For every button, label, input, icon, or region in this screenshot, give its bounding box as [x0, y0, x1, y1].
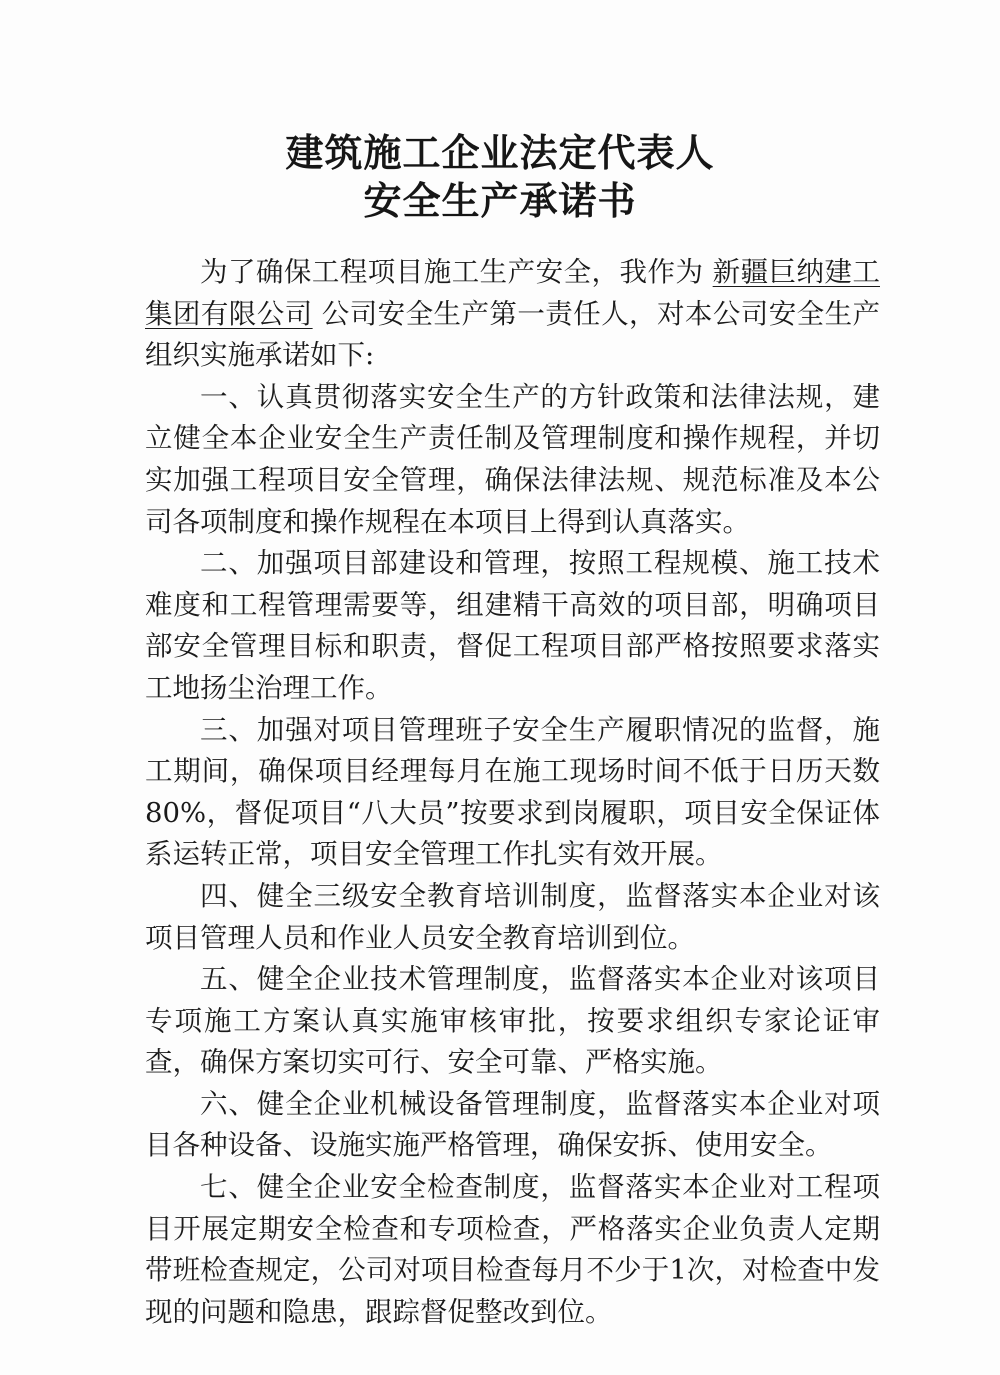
document-title-line2: 安全生产承诺书	[363, 178, 637, 223]
clause-6: 六、健全企业机械设备管理制度，监督落实本企业对项目各种设备、设施实施严格管理，确保安拆、使用安全。	[145, 1087, 880, 1162]
document-body	[145, 252, 880, 1333]
intro-text-before: 为了确保工程项目施工生产安全，我作为	[200, 256, 704, 288]
clause-4: 四、健全三级安全教育培训制度，监督落实本企业对该项目管理人员和作业人员安全教育培训到位。	[145, 879, 880, 954]
company-name-field: 新疆巨纳建工集团有限公司	[145, 256, 880, 330]
clause-5: 五、健全企业技术管理制度，监督落实本企业对该项目专项施工方案认真实施审核审批，按要求组织专家论证审查，确保方案切实可行、安全可靠、严格实施。	[145, 963, 880, 1079]
document-title-line1: 建筑施工企业法定代表人	[285, 130, 715, 175]
clause-3: 三、加强对项目管理班子安全生产履职情况的监督，施工期间，确保项目经理每月在施工现场时间不低于日历天数80%，督促项目“八大员”按要求到岗履职，项目安全保证体系运转正常，项目安全管理工作扎实有效开展。	[145, 713, 880, 871]
intro-paragraph	[145, 252, 880, 377]
clause-1: 一、认真贯彻落实安全生产的方针政策和法律法规，建立健全本企业安全生产责任制及管理制度和操作规程，并切实加强工程项目安全管理，确保法律法规、规范标准及本公司各项制度和操作规程在本项目上得到认真落实。	[145, 380, 880, 538]
intro-text-after: 公司安全生产第一责任人，对本公司安全生产组织实施承诺如下:	[145, 297, 881, 372]
clause-7: 七、健全企业安全检查制度，监督落实本企业对工程项目开展定期安全检查和专项检查，严格落实企业负责人定期带班检查规定，公司对项目检查每月不少于1次，对检查中发现的问题和隐患，跟踪督促整改到位。	[145, 1171, 880, 1328]
clause-2: 二、加强项目部建设和管理，按照工程规模、施工技术难度和工程管理需要等，组建精干高效的项目部，明确项目部安全管理目标和职责，督促工程项目部严格按照要求落实工地扬尘治理工作。	[145, 547, 880, 704]
